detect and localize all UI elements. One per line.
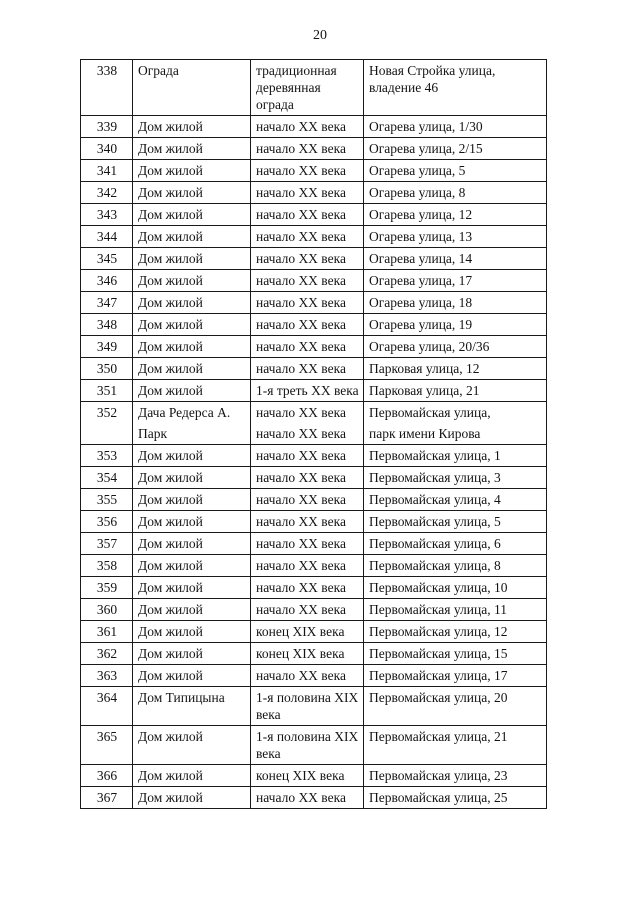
row-number: 350	[81, 358, 133, 380]
object-date: начало XX века	[251, 116, 364, 138]
row-number: 357	[81, 533, 133, 555]
object-name: Дом жилой	[133, 248, 251, 270]
row-number: 343	[81, 204, 133, 226]
object-date: начало XX века	[251, 445, 364, 467]
row-number: 360	[81, 599, 133, 621]
row-number: 367	[81, 787, 133, 809]
object-name: Дом жилой	[133, 643, 251, 665]
object-name: Дом жилой	[133, 358, 251, 380]
table-row	[81, 358, 547, 380]
table-row	[81, 270, 547, 292]
object-date: начало XX века	[251, 787, 364, 809]
object-address: Новая Стройка улица, владение 46	[364, 60, 547, 116]
object-name: Дом жилой	[133, 726, 251, 765]
table-row	[81, 555, 547, 577]
object-address: Огарева улица, 13	[364, 226, 547, 248]
object-name: Дом жилой	[133, 621, 251, 643]
table-row	[81, 380, 547, 402]
object-name: Дом жилой	[133, 116, 251, 138]
object-address: Первомайская улица, 20	[364, 687, 547, 726]
table-row	[81, 665, 547, 687]
object-date	[251, 402, 364, 445]
object-address: Первомайская улица, 23	[364, 765, 547, 787]
object-date: начало XX века	[251, 160, 364, 182]
object-date: конец XIX века	[251, 621, 364, 643]
object-date-line: начало XX века	[256, 426, 346, 441]
object-address-line: Первомайская улица,	[369, 405, 491, 420]
object-date: начало XX века	[251, 292, 364, 314]
object-date: начало XX века	[251, 314, 364, 336]
object-name: Дом жилой	[133, 787, 251, 809]
table-row	[81, 116, 547, 138]
table-row	[81, 336, 547, 358]
object-date: начало XX века	[251, 467, 364, 489]
object-name: Дом жилой	[133, 555, 251, 577]
object-name: Дом жилой	[133, 160, 251, 182]
object-address: Первомайская улица, 8	[364, 555, 547, 577]
object-date-line: начало XX века	[256, 405, 346, 420]
table-row	[81, 511, 547, 533]
object-date: начало XX века	[251, 182, 364, 204]
object-date: начало XX века	[251, 533, 364, 555]
object-address: Первомайская улица, 1	[364, 445, 547, 467]
row-number: 348	[81, 314, 133, 336]
object-address: Огарева улица, 19	[364, 314, 547, 336]
object-date: начало XX века	[251, 336, 364, 358]
object-name	[133, 402, 251, 445]
table-row	[81, 138, 547, 160]
object-name: Дом жилой	[133, 445, 251, 467]
row-number: 359	[81, 577, 133, 599]
object-date: начало XX века	[251, 270, 364, 292]
object-address: Парковая улица, 21	[364, 380, 547, 402]
row-number: 364	[81, 687, 133, 726]
object-date: начало XX века	[251, 511, 364, 533]
object-date: начало XX века	[251, 138, 364, 160]
object-name: Дом жилой	[133, 577, 251, 599]
object-name: Дом жилой	[133, 765, 251, 787]
object-address: Огарева улица, 5	[364, 160, 547, 182]
table-row	[81, 445, 547, 467]
row-number: 363	[81, 665, 133, 687]
object-address: Огарева улица, 8	[364, 182, 547, 204]
object-date: 1-я половина XIX века	[251, 726, 364, 765]
page-number: 20	[313, 28, 327, 43]
table-row	[81, 314, 547, 336]
row-number: 366	[81, 765, 133, 787]
row-number: 349	[81, 336, 133, 358]
table-row	[81, 226, 547, 248]
object-date: 1-я треть XX века	[251, 380, 364, 402]
table-row	[81, 765, 547, 787]
table-row	[81, 787, 547, 809]
object-name: Дом жилой	[133, 533, 251, 555]
row-number: 356	[81, 511, 133, 533]
table-row	[81, 60, 547, 116]
object-name: Дом жилой	[133, 380, 251, 402]
object-name: Дом жилой	[133, 599, 251, 621]
table-row	[81, 160, 547, 182]
table-row	[81, 489, 547, 511]
object-address: Первомайская улица, 21	[364, 726, 547, 765]
table-row	[81, 402, 547, 445]
object-name: Дом жилой	[133, 489, 251, 511]
object-date: 1-я половина XIX века	[251, 687, 364, 726]
object-date: начало XX века	[251, 555, 364, 577]
row-number: 354	[81, 467, 133, 489]
object-name: Дом жилой	[133, 182, 251, 204]
table-row	[81, 533, 547, 555]
object-address: Огарева улица, 12	[364, 204, 547, 226]
object-name: Дом жилой	[133, 138, 251, 160]
row-number: 341	[81, 160, 133, 182]
row-number: 361	[81, 621, 133, 643]
table-row	[81, 182, 547, 204]
object-date: начало XX века	[251, 599, 364, 621]
object-name: Дом жилой	[133, 467, 251, 489]
row-number: 353	[81, 445, 133, 467]
row-number: 339	[81, 116, 133, 138]
object-name: Ограда	[133, 60, 251, 116]
row-number: 340	[81, 138, 133, 160]
object-date: традиционная деревянная ограда	[251, 60, 364, 116]
object-date: начало XX века	[251, 665, 364, 687]
object-name-line: Парк	[138, 426, 168, 441]
object-date: начало XX века	[251, 577, 364, 599]
object-date: начало XX века	[251, 248, 364, 270]
row-number: 358	[81, 555, 133, 577]
table-row	[81, 204, 547, 226]
object-address: Первомайская улица, 10	[364, 577, 547, 599]
row-number: 345	[81, 248, 133, 270]
object-address: Первомайская улица, 11	[364, 599, 547, 621]
object-name: Дом жилой	[133, 511, 251, 533]
object-date: начало XX века	[251, 204, 364, 226]
row-number: 346	[81, 270, 133, 292]
object-address-line: парк имени Кирова	[369, 426, 481, 441]
table-row	[81, 643, 547, 665]
object-date: конец XIX века	[251, 643, 364, 665]
object-name: Дом Типицына	[133, 687, 251, 726]
object-address: Огарева улица, 1/30	[364, 116, 547, 138]
object-address: Первомайская улица, 3	[364, 467, 547, 489]
table-row	[81, 292, 547, 314]
object-name-line: Дача Редерса А.	[138, 405, 231, 420]
object-name: Дом жилой	[133, 665, 251, 687]
table-row	[81, 726, 547, 765]
row-number: 355	[81, 489, 133, 511]
object-name: Дом жилой	[133, 314, 251, 336]
object-address: Первомайская улица, 4	[364, 489, 547, 511]
object-date: начало XX века	[251, 226, 364, 248]
object-address: Огарева улица, 14	[364, 248, 547, 270]
object-address: Первомайская улица, 25	[364, 787, 547, 809]
table-row	[81, 599, 547, 621]
object-name: Дом жилой	[133, 204, 251, 226]
table-row	[81, 248, 547, 270]
object-name: Дом жилой	[133, 336, 251, 358]
object-address: Огарева улица, 18	[364, 292, 547, 314]
object-address: Парковая улица, 12	[364, 358, 547, 380]
object-address: Первомайская улица, 6	[364, 533, 547, 555]
object-address: Огарева улица, 17	[364, 270, 547, 292]
row-number: 352	[81, 402, 133, 445]
object-date: начало XX века	[251, 358, 364, 380]
row-number: 365	[81, 726, 133, 765]
object-address: Первомайская улица, 17	[364, 665, 547, 687]
object-address: Первомайская улица, 15	[364, 643, 547, 665]
object-address: Огарева улица, 2/15	[364, 138, 547, 160]
table-row	[81, 577, 547, 599]
object-address: Первомайская улица, 5	[364, 511, 547, 533]
row-number: 338	[81, 60, 133, 116]
object-address: Первомайская улица, 12	[364, 621, 547, 643]
object-address: Огарева улица, 20/36	[364, 336, 547, 358]
object-date: начало XX века	[251, 489, 364, 511]
object-name: Дом жилой	[133, 270, 251, 292]
object-name: Дом жилой	[133, 292, 251, 314]
object-address	[364, 402, 547, 445]
object-date: конец XIX века	[251, 765, 364, 787]
table-row	[81, 621, 547, 643]
object-name: Дом жилой	[133, 226, 251, 248]
table-row	[81, 467, 547, 489]
heritage-registry-table	[80, 59, 547, 809]
row-number: 344	[81, 226, 133, 248]
table-row	[81, 687, 547, 726]
row-number: 342	[81, 182, 133, 204]
row-number: 351	[81, 380, 133, 402]
row-number: 362	[81, 643, 133, 665]
row-number: 347	[81, 292, 133, 314]
